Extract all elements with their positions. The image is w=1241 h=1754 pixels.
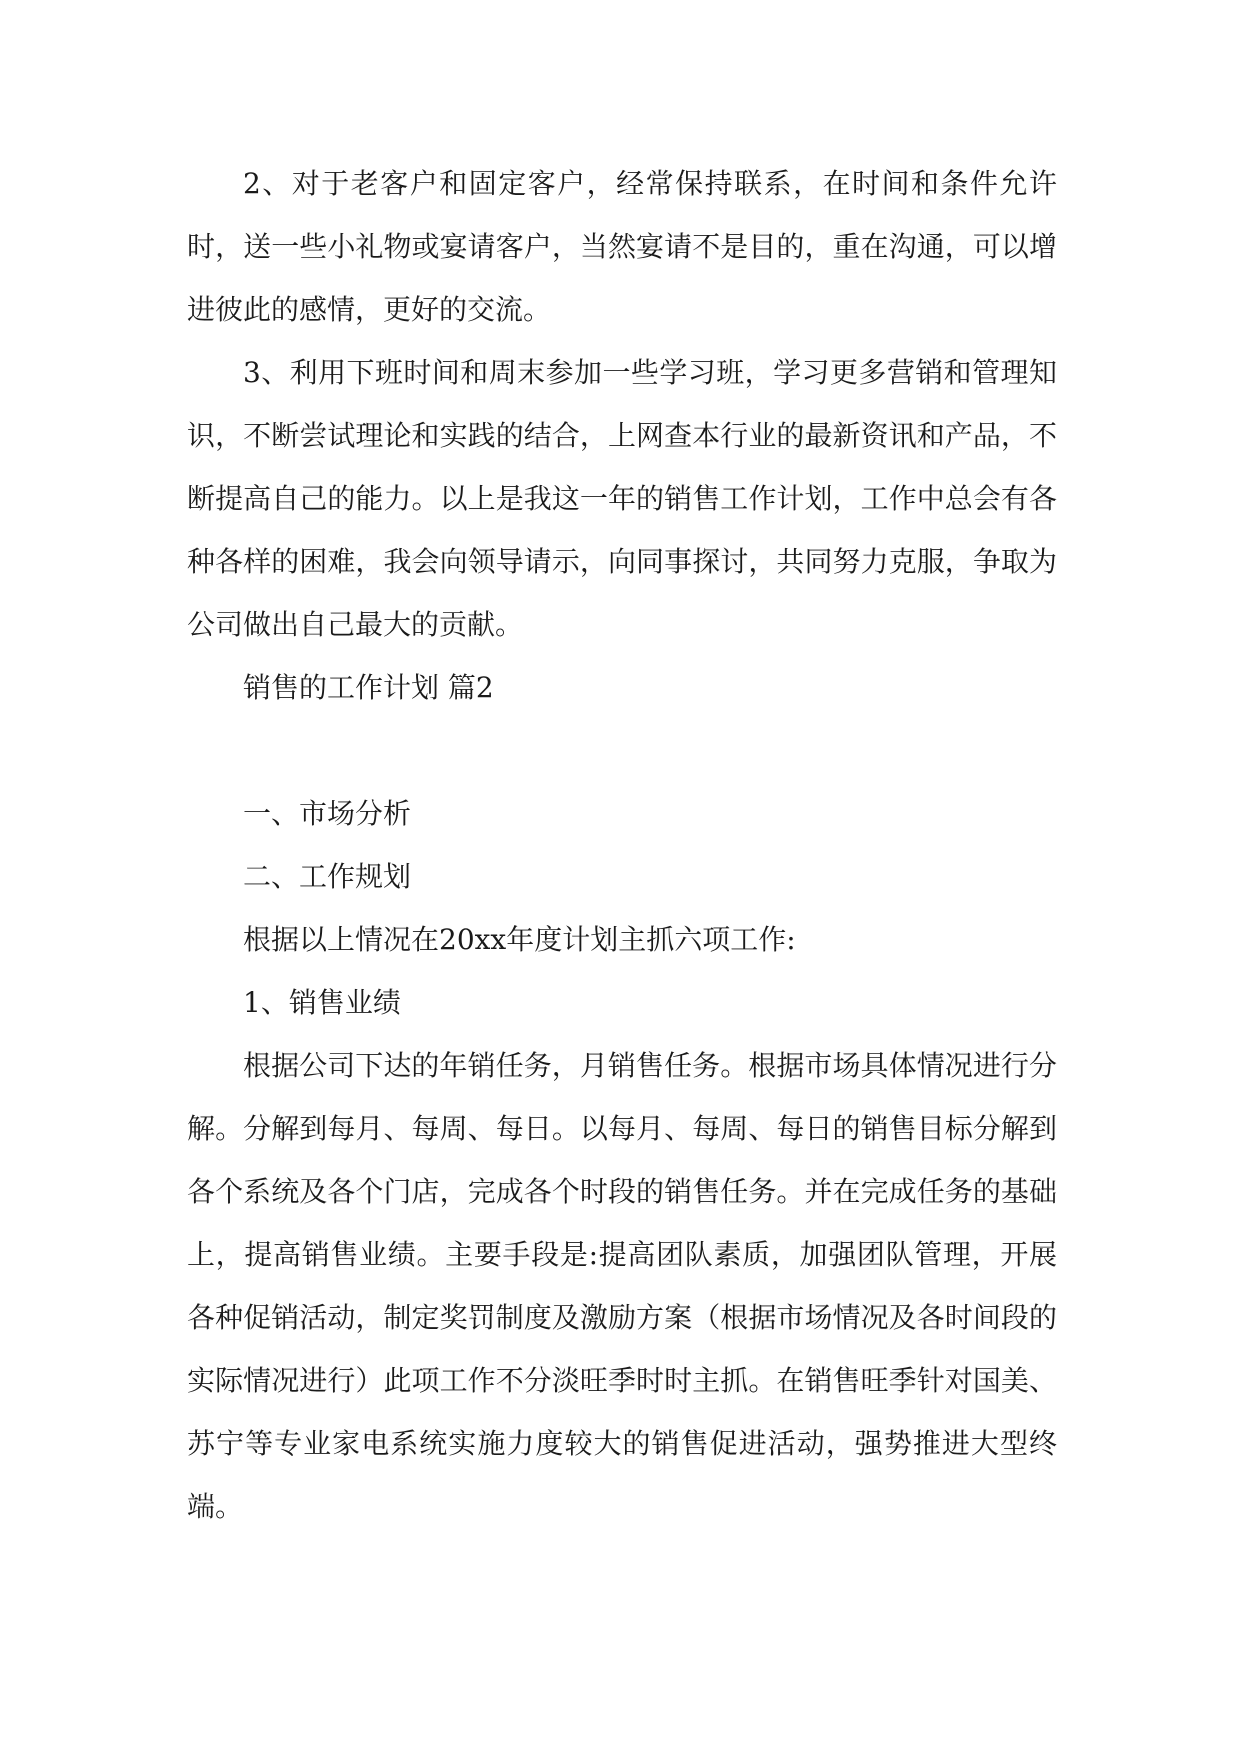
paragraph-study-plan: 3、利用下班时间和周末参加一些学习班，学习更多营销和管理知识，不断尝试理论和实践的结合，上网查本行业的最新资讯和产品，不断提高自己的能力。以上是我这一年的销售工作计划，工作中总会有各种各样的困难，我会向领导请示，向同事探讨，共同努力克服，争取为公司做出自己最大的贡献。 <box>187 356 1057 641</box>
heading-sales-performance: 1、销售业绩 <box>243 986 401 1019</box>
paragraph-six-tasks: 根据以上情况在20xx年度计划主抓六项工作: <box>243 923 796 956</box>
heading-work-plan: 二、工作规划 <box>243 860 412 893</box>
heading-market-analysis: 一、市场分析 <box>243 797 412 830</box>
section-title: 销售的工作计划 篇2 <box>243 671 494 704</box>
paragraph-sales-performance: 根据公司下达的年销任务，月销售任务。根据市场具体情况进行分解。分解到每月、每周、每日。以每月、每周、每日的销售目标分解到各个系统及各个门店，完成各个时段的销售任务。并在完成任务的基础上，提高销售业绩。主要手段是:提高团队素质，加强团队管理，开展各种促销活动，制定奖罚制度及激励方案（根据市场情况及各时间段的实际情况进行）此项工作不分淡旺季时时主抓。在销售旺季针对国美、苏宁等专业家电系统实施力度较大的销售促进活动，强势推进大型终端。 <box>187 1049 1057 1523</box>
blank-line <box>187 719 1057 782</box>
paragraph-old-customers: 2、对于老客户和固定客户，经常保持联系，在时间和条件允许时，送一些小礼物或宴请客户，当然宴请不是目的，重在沟通，可以增进彼此的感情，更好的交流。 <box>187 167 1057 326</box>
document-body <box>187 152 1057 1538</box>
